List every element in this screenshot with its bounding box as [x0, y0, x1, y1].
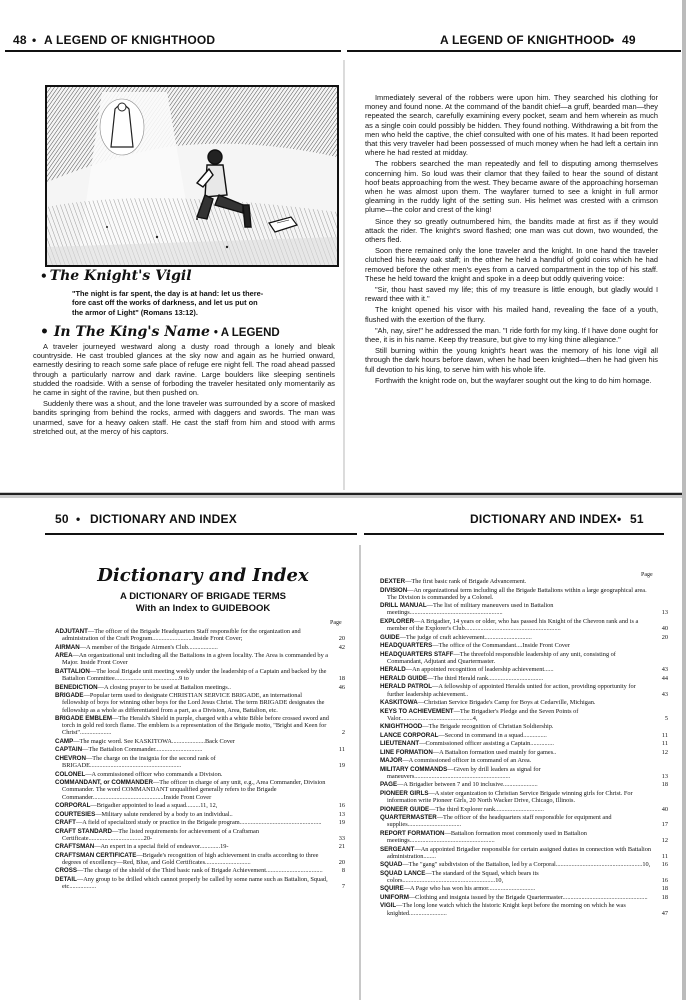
- entry-definition: —Brigade's recognition of high achievement in crafts according to three degrees of excellency—Red, Blue, and Gold Certificates.............................: [62, 851, 319, 866]
- dictionary-entries-left: [55, 628, 345, 892]
- dictionary-entry: [55, 828, 345, 842]
- entry-page-number: 11: [661, 731, 668, 739]
- entry-term: CRAFTSMAN CERTIFICATE: [55, 851, 137, 859]
- dictionary-entry: [380, 790, 668, 804]
- entry-page-number: 5: [664, 714, 668, 722]
- left-page-number: 48: [13, 33, 27, 47]
- entry-definition: —An appointed recognition of leadership achievement......: [405, 666, 554, 674]
- entry-definition: —Commissioned officer assisting a Captain...............: [419, 740, 554, 748]
- quote-line: the armor of Light" (Romans 13:12).: [72, 307, 198, 317]
- dictionary-entry: [380, 806, 668, 813]
- entry-page-number: 16: [338, 802, 345, 810]
- entry-term: SQUAD LANCE: [380, 869, 426, 877]
- dictionary-entry: [55, 819, 345, 826]
- entry-page-number: 21: [338, 843, 345, 851]
- entry-term: AIRMAN: [55, 643, 80, 651]
- dictionary-subtitle: A DICTIONARY OF BRIGADE TERMS: [120, 591, 286, 602]
- dictionary-entry: [380, 587, 668, 601]
- entry-term: COURTESIES: [55, 810, 96, 818]
- entry-definition: —Any group to be drilled which cannot properly be called by some name such as Battalion, Squad, etc.................: [62, 875, 328, 891]
- entry-page-number: 18: [661, 893, 668, 901]
- dictionary-entry: [55, 755, 345, 769]
- paragraph: Suddenly there was a shout, and the lone traveler was surrounded by a score of masked bandits springing from behind the rocks, armed with daggers and swords. The man was unarmed, save for a heavy oaken staff. He cast the staff from him and stood with arms stretched out, at the mercy of his captors.: [33, 399, 335, 436]
- paragraph: The knight opened his visor with his mailed hand, revealing the face of a youth, flushed with the exertion of the flurry.: [365, 305, 658, 324]
- dictionary-entry: [55, 652, 345, 666]
- dictionary-entry: [380, 894, 668, 901]
- entry-page-number: 16: [661, 876, 668, 884]
- entry-definition: —Second in command in a squad...............: [438, 731, 547, 739]
- entry-page-number: 47: [661, 909, 668, 917]
- entry-page-number: 19: [338, 819, 345, 827]
- dictionary-entry: [380, 708, 668, 722]
- dictionary-entry: [380, 602, 668, 616]
- entry-definition: —The list of military maneuvers used in Battalion meetings...........................................................: [387, 602, 554, 617]
- entry-definition: —The threefold responsible leadership of any unit, consisting of Commandant, Adjutant and Quartermaster.: [387, 650, 616, 665]
- vigil-title: The Knight's Vigil: [49, 268, 192, 284]
- paragraph: A traveler journeyed westward along a dusty road through a lonely and bleak countryside. He cast troubled glances at the sky now and again as he hurried onward, earnestly desiring to reach some safe place of refuge ere night fell. The road ahead passed through a particularly narrow and dark ravine. Large boulders like sleeping sentinels studded the roadside. With a sense of forboding the traveler hesitated only momentarily as he came in sight of the ravine, but then pushed on.: [33, 342, 335, 398]
- dictionary-entry: [380, 870, 668, 884]
- entry-page-number: 18: [338, 675, 345, 683]
- entry-term: CRAFT: [55, 819, 76, 827]
- entry-definition: —The standard of the Squad, which bears its colors...........................................................10,: [387, 869, 539, 884]
- entry-page-number: 44: [661, 674, 668, 682]
- entry-term: COMMANDANT, or COMMANDER: [55, 779, 153, 787]
- entry-term: QUARTERMASTER: [380, 814, 437, 822]
- entry-definition: —A commissioned officer who commands a Division.: [85, 770, 223, 778]
- dictionary-entry: [380, 885, 668, 892]
- entry-definition: —A Battalion formation used mainly for games..: [432, 748, 557, 756]
- left-header-bullet-bottom: •: [76, 512, 81, 526]
- dictionary-entry: [55, 746, 345, 753]
- dictionary-entry: [55, 852, 345, 866]
- dictionary-entry: [380, 723, 668, 730]
- entry-term: DEXTER: [380, 578, 406, 585]
- dictionary-entry: [55, 644, 345, 651]
- entry-definition: —The charge of the shield of the Third basic rank of Brigade Achievement....................................: [77, 867, 323, 875]
- entry-term: PIONEER GIRLS: [380, 789, 429, 797]
- entry-term: KEYS TO ACHIEVEMENT: [380, 707, 454, 715]
- left-page-label: Page: [330, 620, 342, 626]
- entry-page-number: 40: [661, 805, 668, 813]
- dictionary-entry: [380, 766, 668, 780]
- dictionary-entry: [55, 715, 345, 737]
- entry-page-number: 13: [338, 810, 345, 818]
- entry-term: REPORT FORMATION: [380, 829, 445, 837]
- entry-term: LIEUTENANT: [380, 740, 420, 748]
- knight-vigil-illustration: [45, 85, 339, 267]
- dictionary-entry: [55, 876, 345, 890]
- entry-page-number: 18: [661, 885, 668, 893]
- dictionary-entry: [380, 683, 668, 697]
- entry-term: LINE FORMATION: [380, 748, 433, 756]
- legend-label: • A LEGEND: [213, 327, 280, 339]
- vigil-quote: [72, 289, 342, 317]
- dictionary-entry: [380, 830, 668, 844]
- entry-definition: —Christian Service Brigade's Camp for Boys at Cedarville, Michigan.: [417, 699, 596, 707]
- dictionary-entry: [55, 668, 345, 682]
- entry-term: DIVISION: [380, 586, 408, 594]
- entry-term: HERALD PATROL: [380, 683, 433, 691]
- dictionary-entry: [55, 811, 345, 818]
- entry-term: CAPTAIN: [55, 746, 83, 754]
- entry-term: KNIGHTHOOD: [380, 723, 423, 731]
- dictionary-entry: [55, 692, 345, 714]
- entry-definition: —The officer of the Brigade Headquarters Staff responsible for the organization and administration of the Craft Program..........................Inside Front Cover;: [62, 628, 301, 643]
- dictionary-entry: [55, 628, 345, 642]
- entry-definition: —A fellowship of appointed Heralds united for action, providing opportunity for further leadership achievement..: [387, 683, 636, 698]
- entry-term: HERALD: [380, 666, 406, 674]
- entry-definition: —The charge on the insignia for the second rank of BRIGADE..........................................................: [62, 754, 216, 770]
- entry-term: MILITARY COMMANDS: [380, 765, 448, 773]
- right-page-number-bottom: 51: [630, 512, 644, 526]
- entry-definition: —Brigadier appointed to lead a squad.........11, 12,: [90, 802, 218, 810]
- entry-page-number: 13: [661, 609, 668, 617]
- entry-page-number: 11: [661, 740, 668, 748]
- knight-kneeling-drawing: [47, 87, 337, 265]
- entry-page-number: 43: [661, 690, 668, 698]
- dictionary-entry: [380, 675, 668, 682]
- entry-term: CAMP: [55, 737, 74, 745]
- entry-term: PIONEER GUIDE: [380, 805, 430, 813]
- entry-page-number: 19: [338, 762, 345, 770]
- entry-term: VIGIL: [380, 902, 397, 910]
- kings-name-heading: [40, 323, 280, 341]
- paragraph: Immediately several of the robbers were upon him. They searched his clothing for money and found none. At the command of the bandit chief—a gruff, bearded man—they repeated the search, carefully examining every pocket, seam and hem wherein as much as a single coin could possibly be hidden. They found nothing. Withdrawing a bit from the men who held the captive, the chief consulted with one of his mates. It had been reported that this very traveler had been possessed of much money when he had left a certain inn where he had rested at midday.: [365, 93, 658, 158]
- entry-definition: —The listed requirements for achievement of a Craftsman Certificate...................................20-: [62, 827, 260, 842]
- entry-term: CORPORAL: [55, 802, 91, 810]
- dictionary-entry: [380, 666, 668, 673]
- entry-page-number: 17: [661, 821, 668, 829]
- paragraph: The robbers searched the man repeatedly and fell to disputing among themselves concerning him. So loud was their clamor that they failed to hear the sound of distant hoof beats approaching from the west. They became aware of the approaching horseman when he was almost upon them. The wayfarer turned to see a knight in full armor gleaming in the ruddy light of the setting sun. His helmet was crested with a crimson plume—the color and crest of the king!: [365, 159, 658, 215]
- entry-definition: —The third Herald rank...................................: [427, 674, 544, 682]
- entry-page-number: 13: [661, 772, 668, 780]
- left-header-rule-bottom: [45, 533, 357, 535]
- dictionary-entry: [380, 740, 668, 747]
- entry-term: COLONEL: [55, 770, 86, 778]
- entry-definition: —A member of the Brigade Airmen's Club...................: [79, 643, 218, 651]
- dictionary-entry: [380, 642, 668, 649]
- entry-term: PAGE: [380, 781, 398, 789]
- dictionary-entry: [55, 684, 345, 691]
- dictionary-entry: [380, 578, 668, 585]
- entry-term: CRAFT STANDARD: [55, 827, 112, 835]
- entry-page-number: 7: [341, 883, 345, 891]
- entry-definition: —Popular term used to designate CHRISTIAN SERVICE BRIGADE, an international fellowship of boys for winning other boys for the Lord Jesus Christ. The term BRIGADE designates the fellowship as a whole as differentiated from a part, as a Division, Area, Battalion, etc.: [62, 692, 325, 714]
- dictionary-subtitle-index: With an Index to GUIDEBOOK: [135, 603, 271, 614]
- dictionary-entry: [380, 902, 668, 916]
- entry-definition: —The officer in charge of any unit, e.g., Area Commander, Division Commander. The word COMMANDANT unqualified generally refers to the Brigade Commander.............................................Inside Front Cover: [62, 779, 326, 801]
- dictionary-entry: [380, 651, 668, 665]
- entry-definition: —A sister organization to Christian Service Brigade winning girls for Christ. For information write Pioneer Girls, 20 North Wacker Drive, Chicago, Illinois.: [387, 789, 633, 805]
- paragraph: Since they so greatly outnumbered him, the bandits made at first as if they would attack the rider. The knight's sword flashed; one man was cut down, two wounded, the others fled.: [365, 216, 658, 245]
- page-48-body: [33, 342, 335, 438]
- dictionary-entry: [380, 699, 668, 706]
- entry-definition: —A field of specialized study or practice in the Brigade program....................................................: [75, 819, 322, 827]
- entry-page-number: 12: [661, 748, 668, 756]
- kings-name-title: In The King's Name: [53, 324, 210, 340]
- paragraph: Soon there remained only the lone traveler and the knight. In one hand the traveler clutched his heavy oak staff; in the other he held a handful of gold coins which he had removed before the other men's eyes from a carved compartment in the top of his staff. These he held toward the knight and spoke in a deep but oddly quivering voice:: [365, 246, 658, 283]
- heading-bullet: •: [40, 269, 48, 283]
- right-running-title-bottom: DICTIONARY AND INDEX: [470, 512, 617, 526]
- entry-term: HEADQUARTERS: [380, 642, 433, 650]
- entry-page-number: 11: [661, 852, 668, 860]
- right-page-label: Page: [641, 572, 653, 578]
- entry-page-number: 20: [338, 858, 345, 866]
- entry-page-number: 11: [338, 746, 345, 754]
- left-header-bullet: •: [32, 33, 37, 47]
- right-page-number: 49: [622, 33, 636, 47]
- entry-page-number: 46: [338, 683, 345, 691]
- entry-definition: —Military salute rendered by a body to an individual..: [95, 810, 233, 818]
- entry-term: DETAIL: [55, 875, 77, 883]
- entry-definition: —An appointed Brigadier responsible for certain assigned duties in connection with Battalion administration........: [387, 845, 651, 860]
- entry-page-number: 12: [661, 837, 668, 845]
- entry-definition: —The officer of the headquarters staff responsible for equipment and supplies..................................: [387, 814, 612, 829]
- entry-term: BRIGADE: [55, 692, 84, 700]
- entry-definition: —The third Explorer rank...............................: [429, 805, 544, 813]
- dictionary-entry: [55, 738, 345, 745]
- dictionary-entries-right: [380, 578, 668, 918]
- right-running-title: A LEGEND OF KNIGHTHOOD: [440, 33, 612, 47]
- entry-definition: —The Brigadier's Pledge and the Seven Points of Valor..............................................4,: [387, 707, 579, 722]
- dictionary-entry: [380, 814, 668, 828]
- entry-term: BRIGADE EMBLEM: [55, 715, 113, 723]
- entry-term: DRILL MANUAL: [380, 602, 427, 610]
- entry-term: AREA: [55, 652, 73, 660]
- entry-term: MAJOR: [380, 757, 403, 765]
- dictionary-entry: [380, 846, 668, 860]
- entry-page-number: 33: [338, 834, 345, 842]
- dictionary-entry: [55, 843, 345, 850]
- entry-definition: —A Brigadier between 7 and 10 inclusive......................: [397, 781, 538, 789]
- entry-term: LANCE CORPORAL: [380, 731, 439, 739]
- entry-page-number: 8: [341, 867, 345, 875]
- entry-definition: —The long lone watch which the historic Knight kept before the morning on which he was knighted........................: [387, 902, 626, 917]
- dictionary-entry: [55, 867, 345, 874]
- dictionary-entry: [380, 634, 668, 641]
- entry-term: HEADQUARTERS STAFF: [380, 650, 454, 658]
- left-page-number-bottom: 50: [55, 512, 69, 526]
- entry-term: GUIDE: [380, 633, 400, 641]
- dictionary-entry: [55, 802, 345, 809]
- entry-definition: —The office of the Commandant....Inside Front Cover: [432, 642, 570, 650]
- entry-term: CHEVRON: [55, 754, 86, 762]
- dictionary-entry: [380, 781, 668, 788]
- entry-term: CRAFTSMAN: [55, 843, 95, 851]
- entry-definition: —An expert in a special field of endeavor.............19-: [94, 843, 229, 851]
- entry-term: KASKITOWA: [380, 699, 418, 707]
- entry-definition: —The magic word. See KASKITOWA.....................Back Cover: [73, 737, 235, 745]
- paragraph: Still burning within the young knight's heart was the memory of his lone vigil all through the dark hours before dawn, when he had been knighted—then he had given his full devotion to his king, to serve him with his whole life.: [365, 346, 658, 374]
- page-49-body: [365, 93, 658, 387]
- dictionary-entry: [380, 618, 668, 632]
- dictionary-entry: [380, 861, 668, 868]
- entry-term: ADJUTANT: [55, 628, 88, 635]
- entry-page-number: 20: [661, 633, 668, 641]
- entry-page-number: 40: [661, 625, 668, 633]
- entry-definition: —An organizational unit including all the Battalions in a given locality. The Area is commanded by a Major. Inside Front Cover: [62, 652, 329, 667]
- paragraph: "Ah, nay, sire!" he addressed the man. "I ride forth for my king. If I have done ought for thee, it is in his name. Keep thy treasure, but give to my king thine allegiance.": [365, 325, 658, 345]
- entry-definition: —The Brigade recognition of Christian Soldiership.: [422, 723, 554, 731]
- entry-definition: —The Battalion Commander..............................: [82, 746, 203, 754]
- entry-page-number: 18: [661, 781, 668, 789]
- right-header-bullet-bottom: •: [617, 512, 622, 526]
- entry-term: SQUIRE: [380, 885, 404, 893]
- entry-page-number: 42: [338, 643, 345, 651]
- entry-definition: —The Herald's Shield in purple, charged with a white Bible before crossed sword and torch in gold red torch flame. The emblem is a representation of the Brigade motto, "Bright and Keen for Christ"....................: [62, 715, 329, 737]
- entry-definition: —A closing prayer to be used at Battalion meetings..: [97, 683, 231, 691]
- entry-term: BENEDICTION: [55, 683, 98, 691]
- entry-definition: —Given by drill leaders as signal for maneuvers.............................................................: [387, 765, 541, 780]
- right-header-rule: [347, 50, 681, 52]
- dictionary-entry: [55, 771, 345, 778]
- paragraph: Forthwith the knight rode on, but the wayfarer sought out the king to do him homage.: [375, 375, 652, 385]
- dictionary-entry: [380, 749, 668, 756]
- quote-line: "The night is far spent, the day is at hand: let us there-: [72, 289, 264, 298]
- entry-page-number: 43: [661, 666, 668, 674]
- entry-definition: —Battalion formation most commonly used in Battalion meetings......................................................: [387, 829, 587, 845]
- entry-definition: —A commissioned officer in command of an Area.: [402, 757, 532, 765]
- entry-definition: —The local Brigade unit meeting weekly under the leadership of a Captain and backed by the Battalion Committee.........................................9 to: [62, 667, 327, 683]
- entry-page-number: 20: [338, 635, 345, 643]
- entry-definition: —The "gang" subdivision of the Battalion, led by a Corporal.......................................................10,: [402, 861, 651, 869]
- right-header-rule-bottom: [364, 533, 664, 535]
- dictionary-entry: [380, 757, 668, 764]
- kings-name-script: • In The King's Name: [40, 324, 210, 340]
- entry-definition: —A Page who has won his armor..............................: [403, 885, 536, 893]
- left-running-title: A LEGEND OF KNIGHTHOOD: [44, 33, 216, 47]
- entry-term: BATTALION: [55, 667, 90, 675]
- entry-definition: —The first basic rank of Brigade Advancement.: [405, 578, 527, 585]
- entry-page-number: 2: [341, 729, 345, 737]
- entry-definition: —The judge of craft achievement..............................: [399, 633, 532, 641]
- right-header-bullet: •: [610, 33, 615, 47]
- entry-definition: —A Brigadier, 14 years or older, who has passed his Knight of the Chevron rank and is a member of the Explorer's Club.............................................................: [387, 617, 639, 633]
- entry-term: HERALD GUIDE: [380, 674, 428, 682]
- paragraph: "Sir, thou hast saved my life; this of my treasure is little enough, but gladly would I reward thee with it.": [365, 285, 658, 304]
- dictionary-entry: [55, 779, 345, 801]
- entry-definition: —Clothing and insignia issued by the Brigade Quartermaster......................................................: [408, 893, 648, 901]
- dictionary-entry: [380, 732, 668, 739]
- left-header-rule: [5, 50, 341, 52]
- entry-page-number: 16: [661, 861, 668, 869]
- vigil-heading: [40, 268, 192, 284]
- quote-line: fore cast off the works of darkness, and let us put on: [72, 298, 258, 308]
- left-running-title-bottom: DICTIONARY AND INDEX: [90, 512, 237, 526]
- entry-term: UNIFORM: [380, 893, 409, 901]
- entry-term: SERGEANT: [380, 845, 415, 853]
- entry-term: EXPLORER: [380, 617, 415, 625]
- entry-term: CROSS: [55, 867, 78, 875]
- entry-term: SQUAD: [380, 861, 403, 869]
- entry-definition: —An organizational term including all the Brigade Battalions within a large geographical area. The Division is commanded by a Colonel.: [387, 586, 647, 601]
- dictionary-title: Dictionary and Index: [97, 565, 309, 586]
